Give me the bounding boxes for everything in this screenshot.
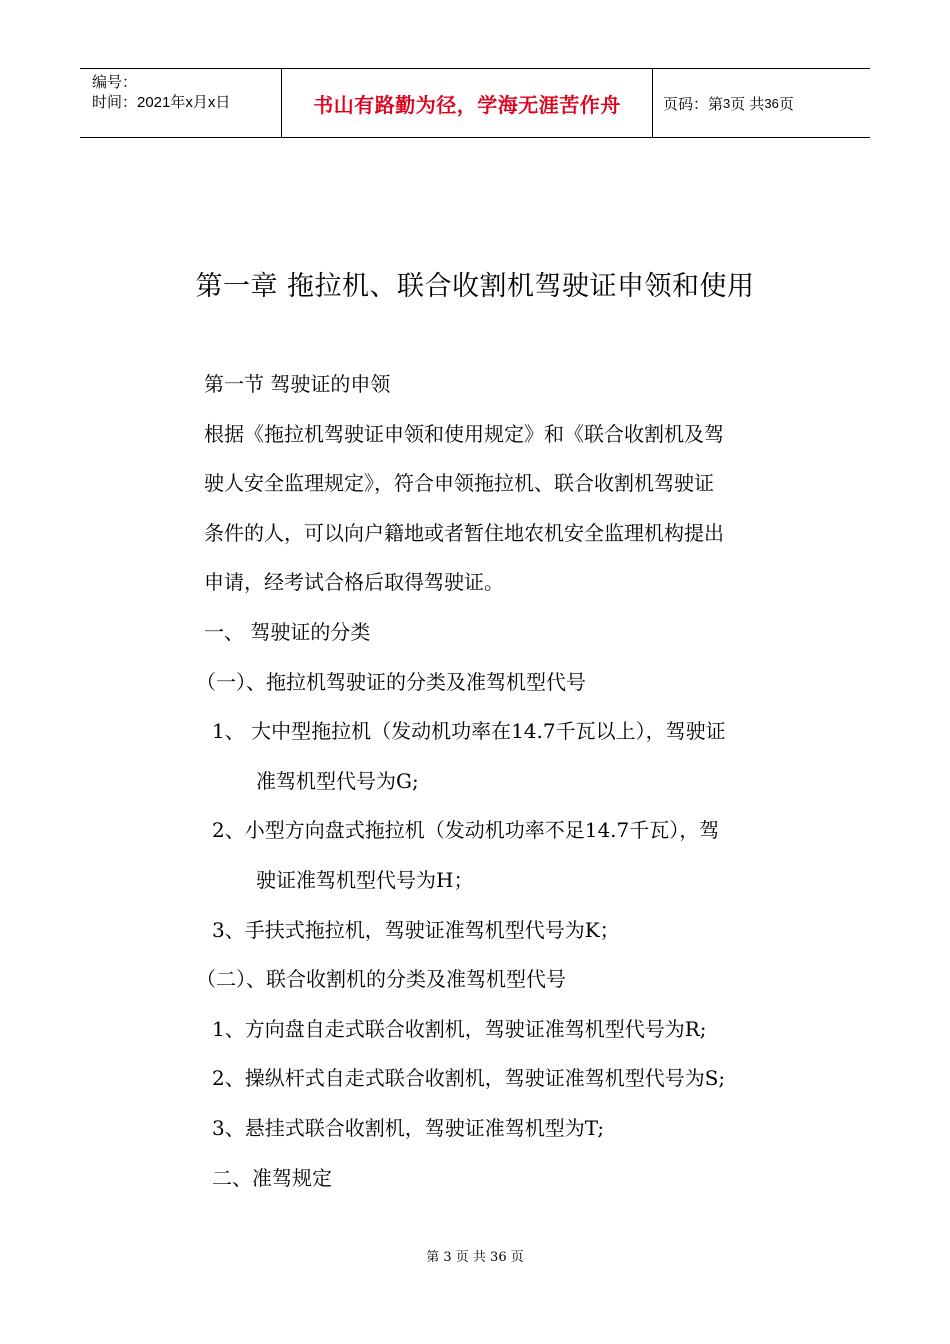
item5: 2、操纵杆式自走式联合收割机，驾驶证准驾机型代号为S; <box>212 1066 726 1090</box>
item1-line1: 1、 大中型拖拉机（发动机功率在14.7千瓦以上），驾驶证 <box>212 719 726 743</box>
page-number: 3 <box>723 95 731 111</box>
header-motto-cell <box>282 69 653 137</box>
para1-line1: 根据《拖拉机驾驶证申领和使用规定》和《联合收割机及驾 <box>204 422 724 446</box>
heading-driving-rules: 二、准驾规定 <box>212 1166 332 1190</box>
page-suffix: 页 <box>778 95 794 113</box>
item2-line2: 驶证准驾机型代号为H； <box>256 868 474 892</box>
section-title: 第一节 驾驶证的申领 <box>204 372 391 396</box>
item3: 3、手扶式拖拉机，驾驶证准驾机型代号为K； <box>212 918 620 942</box>
time-label: 时间：2021年x月x日 <box>92 94 231 111</box>
header-page-cell <box>653 69 870 137</box>
item2-line1: 2、小型方向盘式拖拉机（发动机功率不足14.7千瓦），驾 <box>212 818 720 842</box>
chapter-title: 第一章 拖拉机、联合收割机驾驶证申领和使用 <box>195 271 755 302</box>
subheading-harvester: （二）、联合收割机的分类及准驾机型代号 <box>196 967 566 991</box>
motto-text: 书山有路勤为径，学海无涯苦作舟 <box>313 92 621 117</box>
item6: 3、悬挂式联合收割机，驾驶证准驾机型为T; <box>212 1116 605 1140</box>
page-prefix: 页码：第 <box>663 95 724 113</box>
page-total: 36 <box>764 95 779 111</box>
number-label: 编号： <box>92 74 138 91</box>
item4: 1、方向盘自走式联合收割机，驾驶证准驾机型代号为R; <box>212 1017 707 1041</box>
para1-line3: 条件的人，可以向户籍地或者暂住地农机安全监理机构提出 <box>204 521 724 545</box>
para1-line4: 申请，经考试合格后取得驾驶证。 <box>204 570 504 594</box>
page-footer: 第 3 页 共 36 页 <box>426 1250 524 1265</box>
para1-line2: 驶人安全监理规定》，符合申领拖拉机、联合收割机驾驶证 <box>204 471 714 495</box>
subheading-tractor: （一）、拖拉机驾驶证的分类及准驾机型代号 <box>196 670 586 694</box>
document-header <box>80 68 870 138</box>
header-meta-cell <box>80 69 282 137</box>
heading-classification: 一、 驾驶证的分类 <box>204 620 371 644</box>
item1-line2: 准驾机型代号为G; <box>256 769 419 793</box>
page-mid: 页 共 <box>730 95 765 113</box>
